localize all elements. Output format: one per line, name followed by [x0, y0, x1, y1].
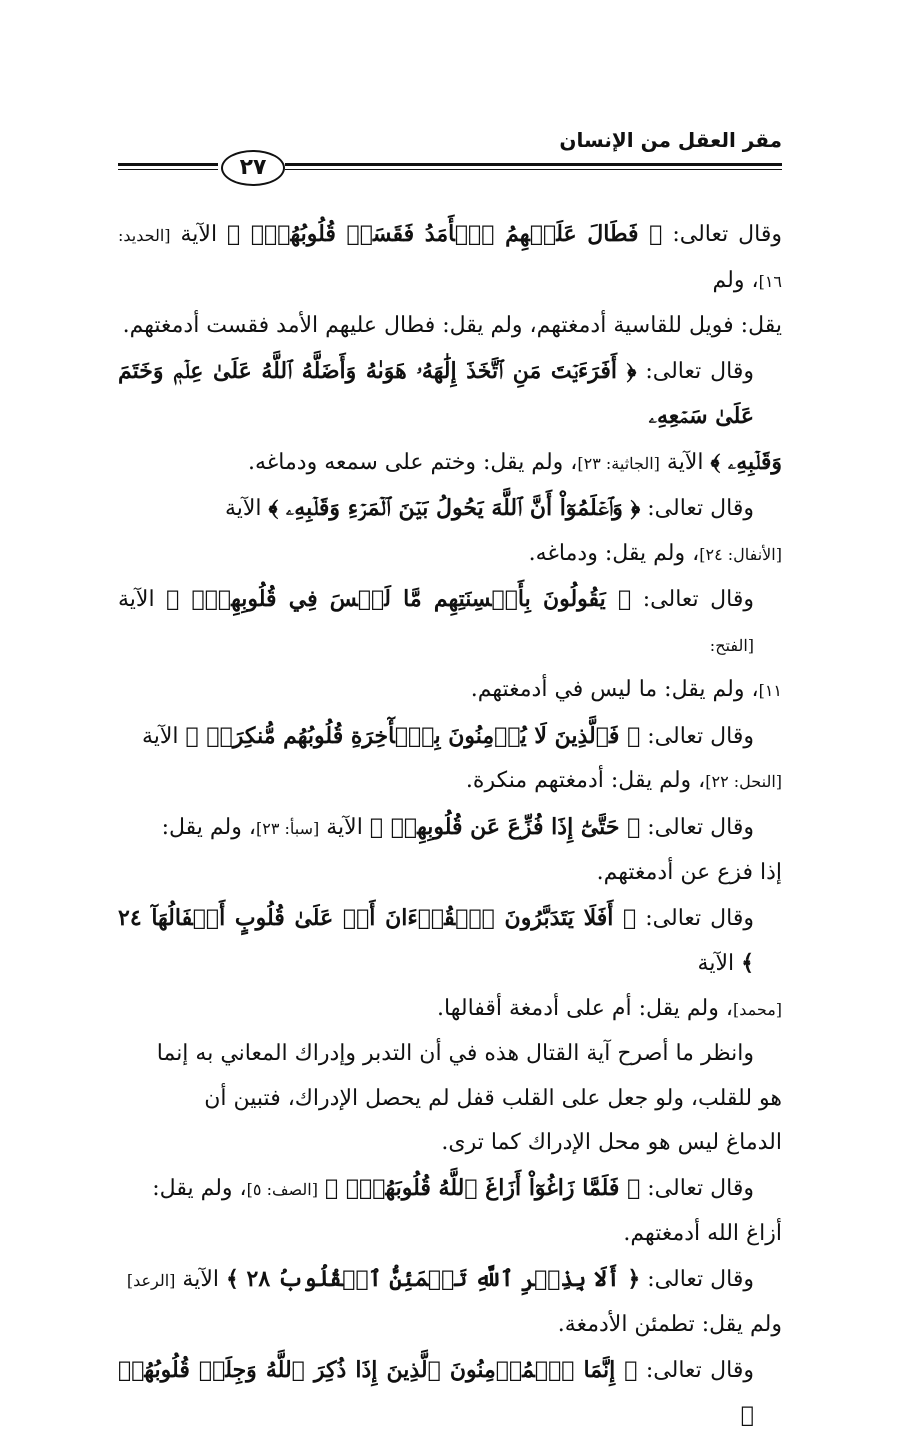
line-intro: وقال تعالى:: [640, 1266, 754, 1292]
quran-quote: ﴿ فَلَمَّا زَاغُوٓاْ أَزَاغَ ٱللَّهُ قُلُوبَهُمۡۚ ﴾: [324, 1174, 641, 1201]
line-text: أزاغ الله أدمغتهم.: [623, 1221, 782, 1246]
quran-quote: وَقَلۡبِهِۦ ﴾: [710, 448, 782, 475]
header-rule-right: [285, 163, 782, 166]
line-tail: ، ولم يقل: ما ليس في أدمغتهم.: [470, 677, 759, 702]
running-header-title: مقر العقل من الإنسان: [559, 128, 782, 152]
verse-reference: [الرعد]: [126, 1270, 176, 1290]
text-line: [118, 486, 782, 532]
text-line: [118, 532, 782, 578]
line-text: الدماغ ليس هو محل الإدراك كما ترى.: [441, 1130, 782, 1155]
line-intro: وقال تعالى:: [637, 1357, 754, 1383]
text-line: [118, 1303, 782, 1348]
line-tail: ، ولم: [712, 267, 759, 293]
line-after: [318, 1176, 325, 1201]
header-rule-left: [118, 163, 218, 166]
text-line: [118, 896, 782, 987]
line-tail: ، ولم يقل:: [161, 814, 256, 840]
text-line: [118, 1257, 782, 1304]
verse-reference: [الأنفال: ٢٤]: [699, 544, 782, 564]
text-line: [118, 1166, 782, 1213]
line-after: الآية: [141, 723, 186, 749]
line-intro: وقال تعالى:: [640, 1175, 754, 1201]
header-rule-right-thin: [285, 169, 782, 170]
text-line: [118, 440, 782, 487]
line-tail: ، ولم يقل: أم على أدمغة أقفالها.: [437, 995, 733, 1021]
quran-quote: ﴿ يَقُولُونَ بِأَلۡسِنَتِهِم مَّا لَيۡسَ فِي قُلُوبِهِمۡۚ ﴾: [166, 586, 632, 612]
verse-reference: [الفتح:: [709, 635, 754, 655]
line-after: الآية: [170, 222, 228, 247]
line-after: الآية: [118, 587, 167, 612]
line-text: وانظر ما أصرح آية القتال هذه في أن التدبر وإدراك المعاني به إنما: [156, 1041, 754, 1066]
line-text: إذا فزع عن أدمغتهم.: [596, 860, 782, 885]
page-body-text: [118, 212, 782, 1439]
text-line: [118, 668, 782, 714]
line-tail: ، ولم يقل: ودماغه.: [528, 540, 700, 566]
quran-quote: ﴿ فَطَالَ عَلَيۡهِمُ ٱلۡأَمَدُ فَقَسَتۡ قُلُوبُهُمۡۖ ﴾: [227, 221, 663, 247]
text-line: [118, 851, 782, 896]
quran-quote: ﴿ أَلَا بِذِكۡرِ ٱللَّهِ تَطۡمَئِنُّ ٱلۡقُلُوبُ ٢٨ ﴾: [225, 1265, 641, 1292]
line-after: الآية: [175, 1266, 226, 1292]
verse-reference: [النحل: ٢٢]: [705, 772, 782, 791]
text-line: [118, 1121, 782, 1166]
line-after: الآية: [659, 449, 711, 475]
header-rule-left-thin: [118, 169, 218, 170]
quran-quote: ﴿ أَفَلَا يَتَدَبَّرُونَ ٱلۡقُرۡءَانَ أَمۡ عَلَىٰ قُلُوبٍ أَقۡفَالُهَآ ٢٤ ﴾: [118, 904, 754, 976]
text-line: [118, 805, 782, 852]
quran-quote: ﴿ إِنَّمَا ٱلۡمُؤۡمِنُونَ ٱلَّذِينَ إِذَا ذُكِرَ ٱللَّهُ وَجِلَتۡ قُلُوبُهُمۡ ﴾: [118, 1356, 754, 1428]
line-after: الآية: [224, 496, 269, 521]
line-intro: وقال تعالى:: [631, 587, 754, 612]
line-after: الآية: [319, 814, 370, 840]
quran-quote: ﴿ أَفَرَءَيۡتَ مَنِ ٱتَّخَذَ إِلَٰهَهُۥ هَوَىٰهُ وَأَضَلَّهُ ٱللَّهُ عَلَىٰ عِلۡمٖ وَخَتَمَ عَلَىٰ سَمۡعِهِۦ: [118, 357, 754, 429]
text-line: [118, 987, 782, 1033]
text-line: [118, 1077, 782, 1122]
line-text: هو للقلب، ولو جعل على القلب قفل لم يحصل الإدراك، فتبين أن: [204, 1085, 782, 1111]
line-intro: وقال تعالى:: [662, 222, 782, 247]
line-tail: ، ولم يقل:: [152, 1175, 247, 1201]
text-line: [118, 349, 782, 440]
line-intro: وقال تعالى:: [640, 723, 754, 749]
verse-reference: [الجاثية: ٢٣]: [577, 453, 660, 473]
line-text: ولم يقل: تطمئن الأدمغة.: [557, 1312, 782, 1337]
text-line: [118, 1212, 782, 1257]
text-line: [118, 212, 782, 304]
line-intro: وقال تعالى:: [636, 905, 754, 931]
line-intro: وقال تعالى:: [636, 358, 754, 384]
verse-reference: [الحديد: ١٦]: [118, 226, 782, 291]
verse-reference: ١١]: [758, 681, 782, 700]
text-line: [118, 577, 782, 668]
line-tail: ، ولم يقل: أدمغتهم منكرة.: [465, 768, 706, 793]
text-line: [118, 714, 782, 760]
text-line: [118, 304, 782, 349]
line-tail: ، ولم يقل: وختم على سمعه ودماغه.: [248, 449, 578, 475]
line-intro: وقال تعالى:: [640, 496, 754, 521]
text-line: [118, 1348, 782, 1439]
verse-reference: [سبأ: ٢٣]: [255, 818, 320, 838]
verse-reference: [محمد]: [732, 999, 782, 1019]
line-intro: وقال تعالى:: [640, 814, 754, 840]
text-line: [118, 1032, 782, 1077]
line-after: الآية: [697, 951, 742, 976]
verse-reference: [الصف: ٥]: [246, 1179, 318, 1199]
quran-quote: ﴿ وَٱعۡلَمُوٓاْ أَنَّ ٱللَّهَ يَحُولُ بَيۡنَ ٱلۡمَرۡءِ وَقَلۡبِهِۦ ﴾: [268, 495, 641, 521]
quran-quote: ﴿ فَٱلَّذِينَ لَا يُؤۡمِنُونَ بِٱلۡأٓخِرَةِ قُلُوبُهُم مُّنكِرَةٞ ﴾: [185, 722, 641, 749]
line-text: يقل: فويل للقاسية أدمغتهم، ولم يقل: فطال عليهم الأمد فقست أدمغتهم.: [122, 313, 782, 338]
text-line: [118, 759, 782, 805]
quran-quote: ﴿ حَتَّىٰٓ إِذَا فُزِّعَ عَن قُلُوبِهِمۡ ﴾: [369, 813, 641, 840]
page-number-badge: ٢٧: [221, 150, 285, 186]
